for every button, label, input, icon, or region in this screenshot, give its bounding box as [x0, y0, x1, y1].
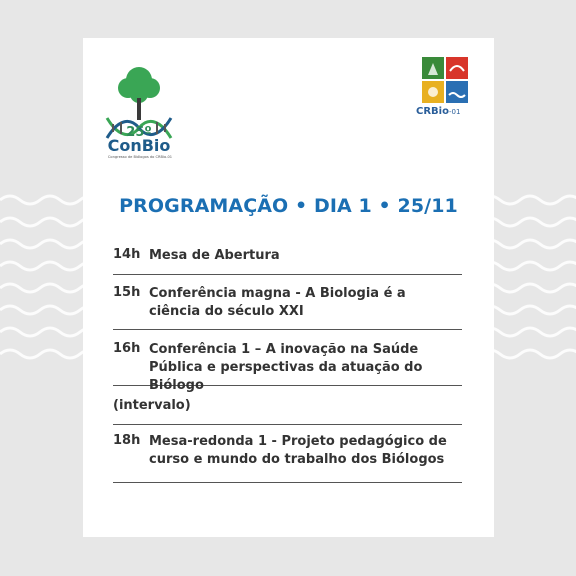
- schedule-line: ciência do século XXI: [149, 304, 304, 319]
- schedule-time: 15h: [113, 285, 141, 300]
- conbio-subtitle: Congresso de Biólogos do CRBio-01: [107, 155, 173, 159]
- schedule-time: 14h: [113, 247, 141, 262]
- crbio-label: [416, 106, 486, 117]
- schedule-line: Mesa-redonda 1 - Projeto pedagógico de: [149, 434, 447, 449]
- schedule-line: Pública e perspectivas da atuação do Biólogo: [149, 360, 423, 393]
- conbio-name: ConBio: [107, 136, 171, 155]
- schedule-description: [149, 285, 469, 321]
- schedule-line: Conferência 1 – A inovação na Saúde: [149, 342, 419, 357]
- dna-tree-icon: [103, 58, 175, 178]
- conbio-edition: 25º: [126, 125, 152, 140]
- crbio-suffix: -01: [448, 108, 461, 116]
- schedule-time: 16h: [113, 341, 141, 356]
- schedule-row: [113, 398, 462, 425]
- schedule-line: Conferência magna - A Biologia é a: [149, 286, 406, 301]
- schedule-row: [113, 341, 462, 393]
- schedule-time: 18h: [113, 433, 141, 448]
- schedule-interval: (intervalo): [113, 398, 191, 413]
- schedule-row: [113, 285, 462, 330]
- schedule-line: curso e mundo do trabalho dos Biólogos: [149, 452, 445, 467]
- schedule-line: Mesa de Abertura: [149, 248, 280, 263]
- schedule-card: [83, 38, 494, 537]
- crbio-name: CRBio: [416, 106, 449, 117]
- crbio-emblem-icon: [422, 57, 470, 105]
- schedule-row: [113, 247, 462, 275]
- schedule-description: [149, 247, 469, 265]
- schedule-row: [113, 433, 462, 483]
- page-title: PROGRAMAÇÃO • DIA 1 • 25/11: [119, 195, 458, 217]
- schedule-description: [149, 433, 469, 469]
- schedule-description: [149, 341, 469, 395]
